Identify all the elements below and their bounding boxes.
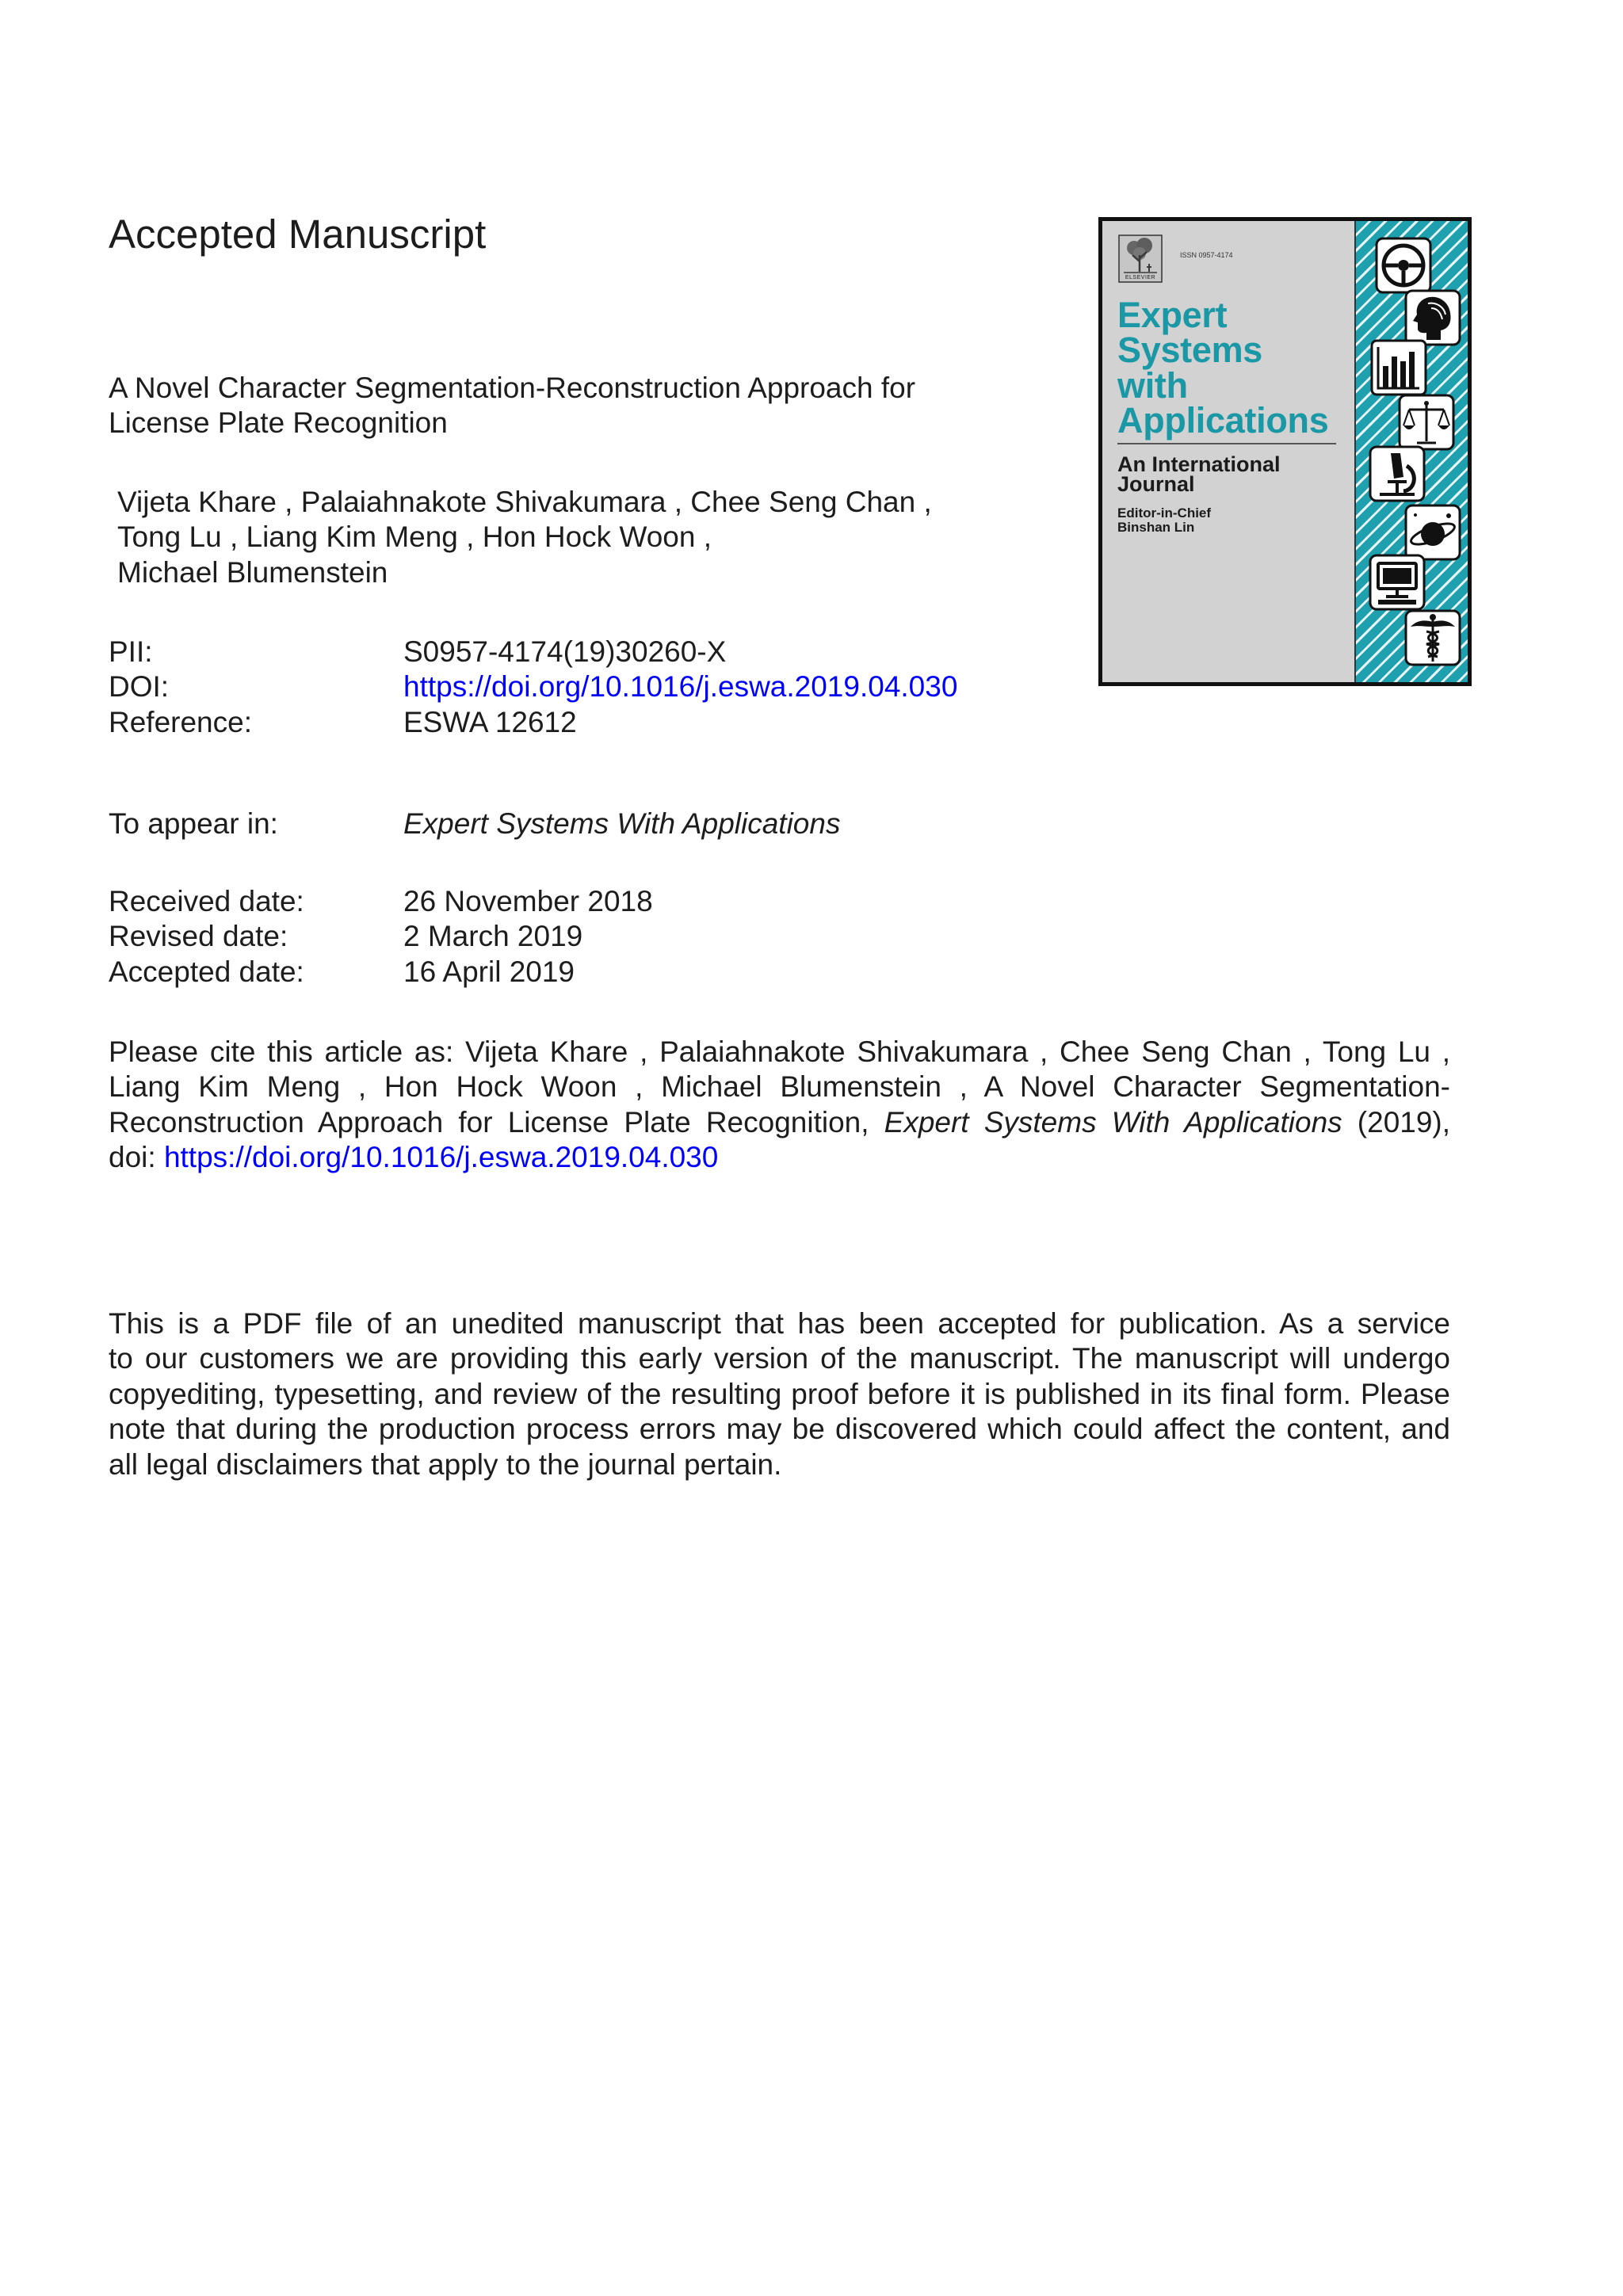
cover-editor bbox=[1117, 506, 1211, 535]
author-line: Michael Blumenstein bbox=[117, 555, 388, 589]
journal-cover bbox=[1098, 217, 1472, 686]
journal-name: Expert Systems With Applications bbox=[403, 807, 841, 840]
notice-line: copyediting, typesetting, and review of the resulting proof before it is published in its final form. Please bbox=[109, 1377, 1450, 1410]
accepted-row bbox=[109, 955, 1139, 990]
cover-issn: ISSN 0957-4174 bbox=[1180, 251, 1233, 259]
computer-icon bbox=[1369, 554, 1426, 611]
head-profile-icon bbox=[1404, 289, 1461, 346]
cover-title-line: Systems bbox=[1117, 330, 1263, 371]
revised-label: Revised date: bbox=[109, 920, 288, 953]
doi-label: DOI: bbox=[109, 670, 170, 704]
notice-line: to our customers we are providing this early version of the manuscript. The manuscript will undergo bbox=[109, 1342, 1450, 1375]
pii-value: S0957-4174(19)30260-X bbox=[403, 635, 727, 668]
notice-paragraph bbox=[109, 1306, 1450, 1482]
accepted-value: 16 April 2019 bbox=[403, 955, 575, 988]
notice-line: note that during the production process errors may be discovered which could affect the content, and bbox=[109, 1413, 1450, 1446]
author-list bbox=[117, 485, 932, 590]
journal-block bbox=[109, 807, 1139, 841]
to-appear-label: To appear in: bbox=[109, 807, 278, 840]
doi-row bbox=[109, 669, 1139, 704]
elsevier-logo bbox=[1118, 235, 1163, 283]
citation-line bbox=[109, 1105, 1450, 1140]
citation-line bbox=[109, 1140, 1450, 1175]
publisher-name: ELSEVIER bbox=[1125, 275, 1156, 280]
cover-subtitle bbox=[1117, 452, 1281, 496]
steering-wheel-icon bbox=[1375, 237, 1432, 294]
citation-journal: Expert Systems With Applications bbox=[884, 1105, 1342, 1138]
citation-line: Please cite this article as: Vijeta Khare , Palaiahnakote Shivakumara , Chee Seng Chan , Tong Lu , bbox=[109, 1035, 1450, 1068]
notice-line: This is a PDF file of an unedited manuscript that has been accepted for publication. As a service bbox=[109, 1307, 1450, 1340]
reference-row bbox=[109, 705, 1139, 740]
cover-editor-name: Binshan Lin bbox=[1117, 520, 1195, 535]
notice-line: all legal disclaimers that apply to the journal pertain. bbox=[109, 1447, 782, 1481]
cover-divider bbox=[1117, 443, 1336, 444]
reference-value: ESWA 12612 bbox=[403, 705, 577, 738]
scales-icon bbox=[1398, 394, 1455, 451]
cover-subtitle-line: An International bbox=[1117, 452, 1281, 476]
identifier-block bbox=[109, 635, 1139, 740]
microscope-icon bbox=[1369, 445, 1426, 502]
article-title bbox=[109, 371, 915, 441]
article-title-line: License Plate Recognition bbox=[109, 406, 448, 440]
bar-chart-icon bbox=[1370, 339, 1427, 396]
cover-subtitle-line: Journal bbox=[1117, 472, 1195, 496]
accepted-label: Accepted date: bbox=[109, 955, 304, 988]
cover-title-line: Expert bbox=[1117, 295, 1228, 335]
citation-year: (2019), bbox=[1357, 1105, 1451, 1138]
author-line: Tong Lu , Liang Kim Meng , Hon Hock Woon , bbox=[117, 521, 712, 554]
cover-editor-label: Editor-in-Chief bbox=[1117, 505, 1212, 521]
pii-row bbox=[109, 635, 1139, 669]
reference-label: Reference: bbox=[109, 705, 252, 738]
received-value: 26 November 2018 bbox=[403, 885, 653, 917]
article-title-line: A Novel Character Segmentation-Reconstruction Approach for bbox=[109, 372, 916, 404]
pii-label: PII: bbox=[109, 635, 153, 668]
cover-title-line: with bbox=[1117, 364, 1188, 406]
page-heading: Accepted Manuscript bbox=[109, 212, 487, 257]
dates-block bbox=[109, 884, 1139, 990]
citation-title-end: Reconstruction Approach for License Plate Recognition, bbox=[109, 1105, 869, 1138]
cover-panel bbox=[1102, 221, 1354, 682]
citation-paragraph bbox=[109, 1035, 1450, 1176]
received-label: Received date: bbox=[109, 885, 304, 917]
author-line: Vijeta Khare , Palaiahnakote Shivakumara , Chee Seng Chan , bbox=[117, 486, 932, 518]
citation-doi-prefix: doi: bbox=[109, 1141, 156, 1174]
to-appear-row bbox=[109, 807, 1139, 841]
cover-title-line: Applications bbox=[1117, 400, 1329, 441]
cover-icon-strip bbox=[1354, 221, 1468, 682]
cover-journal-title bbox=[1117, 295, 1329, 441]
received-row bbox=[109, 884, 1139, 919]
revised-row bbox=[109, 919, 1139, 954]
caduceus-icon bbox=[1404, 609, 1461, 666]
revised-value: 2 March 2019 bbox=[403, 920, 583, 953]
doi-link[interactable]: https://doi.org/10.1016/j.eswa.2019.04.030 bbox=[403, 670, 958, 704]
citation-line: Liang Kim Meng , Hon Hock Woon , Michael Blumenstein , A Novel Character Segmentation- bbox=[109, 1070, 1450, 1104]
citation-doi-link[interactable]: https://doi.org/10.1016/j.eswa.2019.04.030 bbox=[163, 1141, 719, 1174]
planet-icon bbox=[1404, 504, 1461, 561]
